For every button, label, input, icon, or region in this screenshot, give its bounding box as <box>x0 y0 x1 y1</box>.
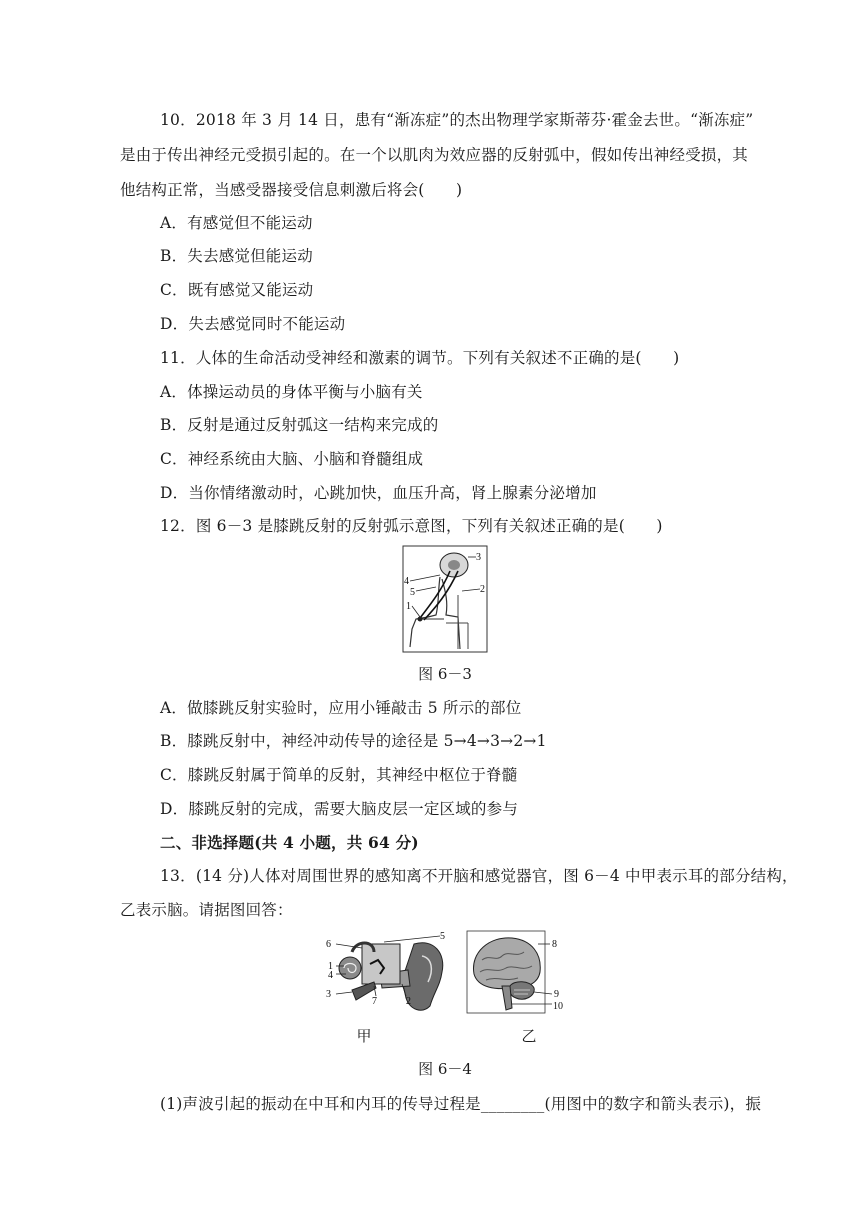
q10-line1: 10．2018 年 3 月 14 日，患有“渐冻症”的杰出物理学家斯蒂芬·霍金去世。“渐冻症” <box>160 111 754 129</box>
q10-option-d: D．失去感觉同时不能运动 <box>160 315 346 333</box>
ear-label-3: 3 <box>326 989 331 1000</box>
figure-6-4-caption: 图 6－4 <box>418 1060 472 1078</box>
ear-label-4: 4 <box>328 970 333 981</box>
q11-line1: 11．人体的生命活动受神经和激素的调节。下列有关叙述不正确的是( ) <box>160 349 680 367</box>
brain-drawing <box>466 930 570 1016</box>
ear-figure <box>322 930 452 1016</box>
ear-label-2: 2 <box>406 996 411 1007</box>
reflex-label-3: 3 <box>476 552 481 563</box>
q13-line1: 13．(14 分)人体对周围世界的感知离不开脑和感觉器官，图 6－4 中甲表示耳的部分结构， <box>160 867 798 885</box>
q11-option-b: B．反射是通过反射弧这一结构来完成的 <box>160 416 439 434</box>
brain-label-10: 10 <box>553 1001 563 1012</box>
brain-label-8: 8 <box>552 939 557 950</box>
figure-jia-caption: 甲 <box>356 1027 372 1045</box>
q10-line2: 是由于传出神经元受损引起的。在一个以肌肉为效应器的反射弧中，假如传出神经受损，其 <box>120 146 749 164</box>
ear-drawing <box>322 930 452 1016</box>
q13-part1: (1)声波引起的振动在中耳和内耳的传导过程是________(用图中的数字和箭头表示)，振 <box>160 1095 762 1113</box>
ear-label-1: 1 <box>328 961 333 972</box>
brain-figure <box>466 930 570 1016</box>
reflex-label-4: 4 <box>404 576 409 587</box>
q13-line2: 乙表示脑。请据图回答： <box>120 901 293 919</box>
ear-label-6: 6 <box>326 939 331 950</box>
brain-label-9: 9 <box>554 989 559 1000</box>
ear-label-7: 7 <box>372 996 377 1007</box>
reflex-label-1: 1 <box>406 601 411 612</box>
knee-reflex-figure <box>402 545 488 653</box>
q12-option-c: C．膝跳反射属于简单的反射，其神经中枢位于脊髓 <box>160 766 518 784</box>
q12-option-b: B．膝跳反射中，神经冲动传导的途径是 5→4→3→2→1 <box>160 732 547 750</box>
figure-6-3-caption: 图 6－3 <box>418 665 472 683</box>
reflex-label-2: 2 <box>480 584 485 595</box>
ear-label-5: 5 <box>440 931 445 942</box>
reflex-label-5: 5 <box>410 587 415 598</box>
q12-option-a: A．做膝跳反射实验时，应用小锤敲击 5 所示的部位 <box>160 699 522 717</box>
q11-option-d: D．当你情绪激动时，心跳加快，血压升高，肾上腺素分泌增加 <box>160 484 597 502</box>
section-2-title: 二、非选择题(共 4 小题，共 64 分) <box>160 833 419 852</box>
q11-option-a: A．体操运动员的身体平衡与小脑有关 <box>160 383 423 401</box>
q12-option-d: D．膝跳反射的完成，需要大脑皮层一定区域的参与 <box>160 800 519 818</box>
q10-option-a: A．有感觉但不能运动 <box>160 214 313 232</box>
q10-option-b: B．失去感觉但能运动 <box>160 247 313 265</box>
knee-reflex-drawing <box>402 545 488 653</box>
q10-line3: 他结构正常，当感受器接受信息刺激后将会( ) <box>120 181 463 199</box>
q11-option-c: C．神经系统由大脑、小脑和脊髓组成 <box>160 450 424 468</box>
q12-line1: 12．图 6－3 是膝跳反射的反射弧示意图，下列有关叙述正确的是( ) <box>160 517 663 535</box>
figure-yi-caption: 乙 <box>521 1027 537 1045</box>
q10-option-c: C．既有感觉又能运动 <box>160 281 314 299</box>
